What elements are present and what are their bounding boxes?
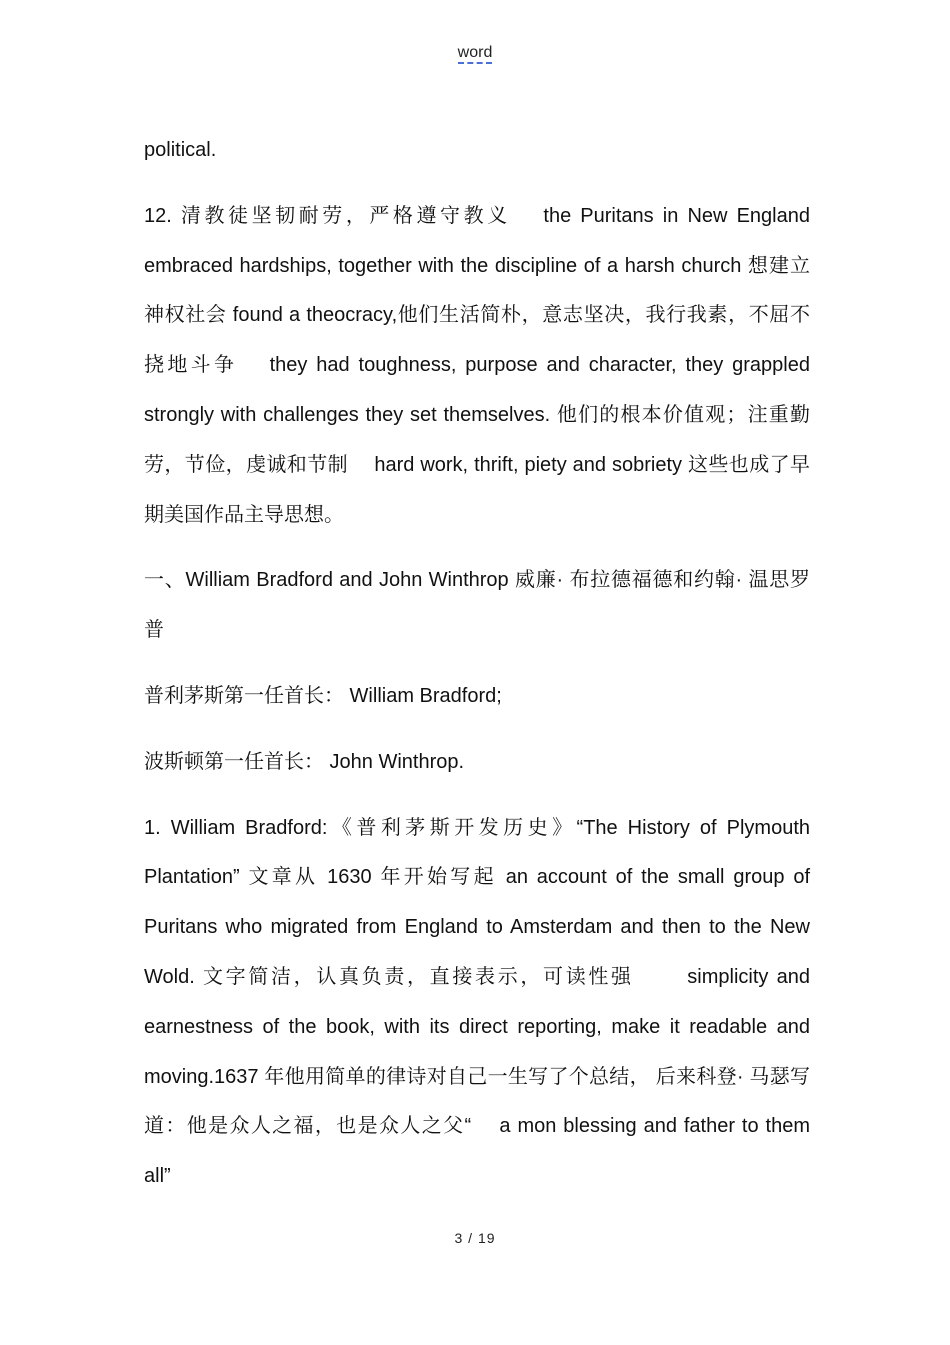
paragraph-plymouth-governor: 普利茅斯第一任首长： William Bradford;: [144, 684, 502, 707]
paragraph-bradford-history: 1. William Bradford:《普利茅斯开发历史》“The History of Plymouth Plantation” 文章从 1630 年开始写起 an account of the small group of Puritans who migrated from England to Amsterdam and then to the New Wold. 文字简洁，认真负责，直接表示，可读性强 simplicity and earnestness of the book, with its direct reporting, make it readable and moving.1637 年他用简单的律诗对自己一生写了个总结， 后来科登· 马瑟写道：他是众人之福，也是众人之父“ a mon blessing and father to them all”: [144, 816, 810, 1188]
paragraph-political: political.: [144, 139, 217, 161]
page-number: 3 / 19: [454, 1230, 496, 1246]
header-title: word: [458, 44, 493, 64]
paragraph-boston-governor: 波斯顿第一任首长： John Winthrop.: [144, 750, 465, 773]
page-header: [0, 44, 950, 62]
paragraph-section-heading: 一、William Bradford and John Winthrop 威廉· 布拉德福德和约翰· 温思罗普: [144, 569, 810, 642]
document-body: [144, 126, 810, 1218]
paragraph-puritans: 12. 清教徒坚韧耐劳，严格遵守教义 the Puritans in New England embraced hardships, together with the discipline of a harsh church 想建立神权社会 found a theocracy,他们生活简朴，意志坚决，我行我素，不屈不挠地斗争 they had toughness, purpose and character, they grappled strongly with challenges they set themselves. 他们的根本价值观；注重勤劳，节俭，虔诚和节制 hard work, thrift, piety and sobriety 这些也成了早期美国作品主导思想。: [144, 204, 810, 526]
